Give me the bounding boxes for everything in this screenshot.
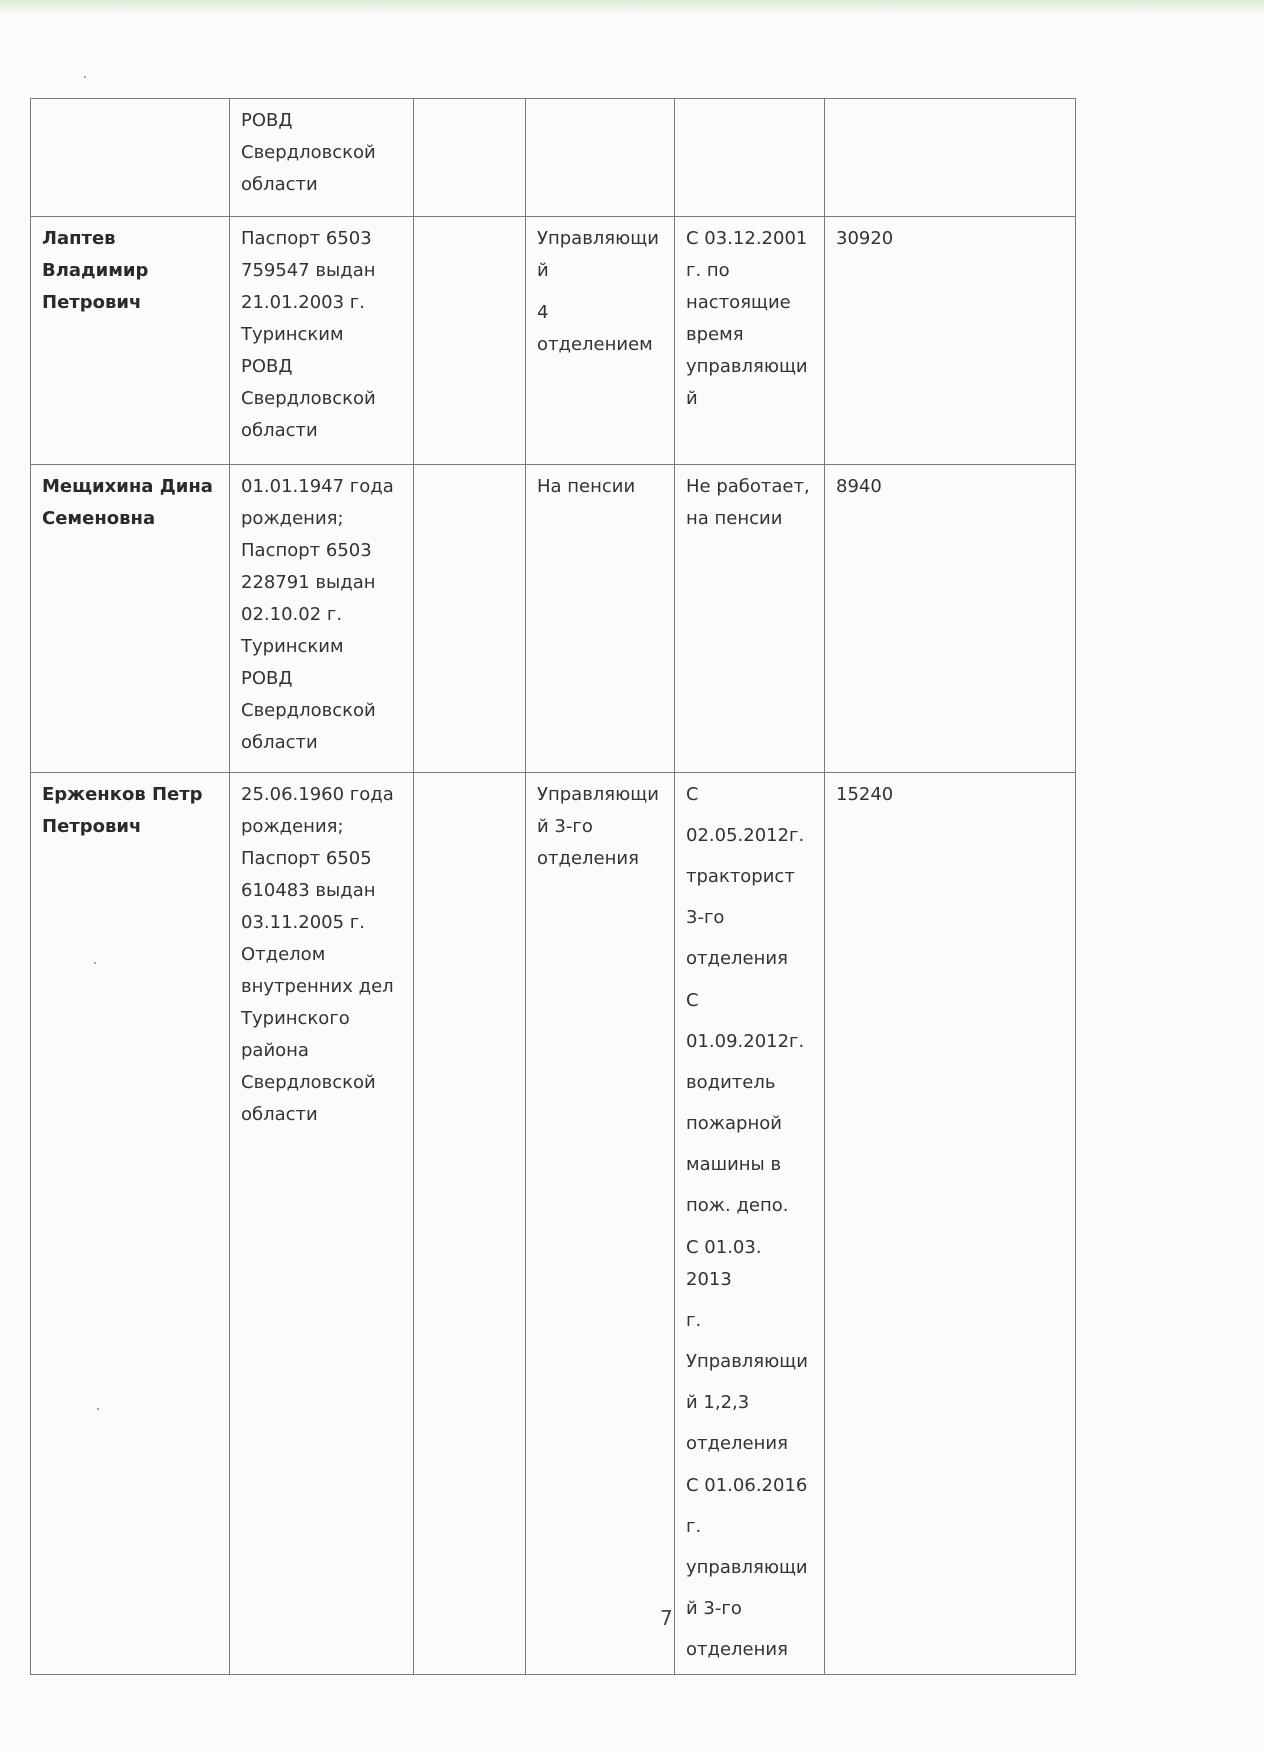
passport-line: Свердловской xyxy=(241,142,376,163)
passport-line: Туринским xyxy=(241,324,344,345)
career-line: машины в xyxy=(686,1154,782,1175)
table-row xyxy=(31,217,1076,465)
career-line: отделения xyxy=(686,1639,788,1660)
position-cell xyxy=(526,773,675,1675)
career-cell xyxy=(675,217,825,465)
career-entry xyxy=(686,1470,813,1666)
career-line: Не работает, xyxy=(686,476,810,497)
career-cell xyxy=(675,773,825,1675)
passport-line: области xyxy=(241,732,318,753)
position-line: й 3-го xyxy=(537,816,593,837)
passport-line: 610483 выдан xyxy=(241,880,376,901)
name-cell xyxy=(31,773,230,1675)
passport-cell xyxy=(230,465,414,773)
income-cell xyxy=(825,217,1076,465)
career-line: отделения xyxy=(686,1433,788,1454)
position-line: й xyxy=(537,260,549,281)
passport-line: Паспорт 6503 xyxy=(241,540,372,561)
career-line: С xyxy=(686,990,699,1011)
empty-cell xyxy=(414,99,526,217)
career-line: г. по xyxy=(686,260,730,281)
income-cell xyxy=(825,99,1076,217)
position-line: На пенсии xyxy=(537,476,636,497)
passport-line: области xyxy=(241,420,318,441)
passport-line: рождения; xyxy=(241,508,344,529)
career-line: на пенсии xyxy=(686,508,783,529)
passport-cell xyxy=(230,217,414,465)
table-row xyxy=(31,465,1076,773)
persons-table xyxy=(30,98,1076,1675)
name-line: Ерженков Петр xyxy=(42,784,203,805)
career-line: 01.09.2012г. xyxy=(686,1031,805,1052)
career-line: й 3-го xyxy=(686,1598,742,1619)
name-line: Мещихина Дина xyxy=(42,476,213,497)
passport-line: РОВД xyxy=(241,110,293,131)
passport-line: Паспорт 6503 xyxy=(241,228,372,249)
passport-line: области xyxy=(241,174,318,195)
income-cell xyxy=(825,773,1076,1675)
career-line: С 01.06.2016 xyxy=(686,1475,808,1496)
career-cell xyxy=(675,465,825,773)
career-entry xyxy=(686,985,813,1222)
career-line: тракторист xyxy=(686,866,795,887)
career-line: пож. депо. xyxy=(686,1195,789,1216)
career-line: С 03.12.2001 xyxy=(686,228,808,249)
career-line: г. xyxy=(686,1516,702,1537)
career-line: й 1,2,3 xyxy=(686,1392,750,1413)
career-entry xyxy=(686,779,813,975)
position-line: отделением xyxy=(537,334,653,355)
career-line: Управляющи xyxy=(686,1351,808,1372)
passport-line: Туринского xyxy=(241,1008,350,1029)
position-cell xyxy=(526,217,675,465)
passport-line: 21.01.2003 г. xyxy=(241,292,365,313)
income-value: 30920 xyxy=(836,228,894,249)
passport-line: внутренних дел xyxy=(241,976,394,997)
passport-line: 759547 выдан xyxy=(241,260,376,281)
scan-edge xyxy=(0,0,1264,14)
passport-line: 25.06.1960 года xyxy=(241,784,394,805)
career-entry xyxy=(686,1232,813,1460)
income-value: 15240 xyxy=(836,784,894,805)
passport-line: Свердловской xyxy=(241,388,376,409)
career-line: время xyxy=(686,324,744,345)
career-line: С 01.03. 2013 xyxy=(686,1237,762,1290)
scan-speck xyxy=(84,76,86,78)
career-line: й xyxy=(686,388,698,409)
passport-line: 03.11.2005 г. xyxy=(241,912,365,933)
career-line: 02.05.2012г. xyxy=(686,825,805,846)
passport-line: РОВД xyxy=(241,668,293,689)
passport-line: РОВД xyxy=(241,356,293,377)
name-cell xyxy=(31,99,230,217)
passport-line: Паспорт 6505 xyxy=(241,848,372,869)
income-cell xyxy=(825,465,1076,773)
career-cell xyxy=(675,99,825,217)
name-line: Семеновна xyxy=(42,508,156,529)
table-row xyxy=(31,99,1076,217)
passport-line: области xyxy=(241,1104,318,1125)
passport-line: Свердловской xyxy=(241,700,376,721)
passport-line: Туринским xyxy=(241,636,344,657)
career-line: настоящие xyxy=(686,292,791,313)
career-line: 3-го xyxy=(686,907,725,928)
passport-cell xyxy=(230,773,414,1675)
passport-line: 228791 выдан xyxy=(241,572,376,593)
empty-cell xyxy=(414,465,526,773)
career-line: С xyxy=(686,784,699,805)
name-cell xyxy=(31,465,230,773)
position-line: 4 xyxy=(537,302,549,323)
income-value: 8940 xyxy=(836,476,882,497)
name-line: Петрович xyxy=(42,816,142,837)
career-line: управляющи xyxy=(686,356,808,377)
career-line: пожарной xyxy=(686,1113,782,1134)
passport-line: рождения; xyxy=(241,816,344,837)
empty-cell xyxy=(414,217,526,465)
position-line: Управляющи xyxy=(537,784,659,805)
position-line: отделения xyxy=(537,848,639,869)
career-line: управляющи xyxy=(686,1557,808,1578)
passport-line: Свердловской xyxy=(241,1072,376,1093)
passport-line: Отделом xyxy=(241,944,326,965)
name-cell xyxy=(31,217,230,465)
passport-cell xyxy=(230,99,414,217)
name-line: Петрович xyxy=(42,292,142,313)
position-line: Управляющи xyxy=(537,228,659,249)
empty-cell xyxy=(414,773,526,1675)
passport-line: района xyxy=(241,1040,309,1061)
page-number: 7 xyxy=(660,1606,673,1630)
table-row xyxy=(31,773,1076,1675)
name-line: Владимир xyxy=(42,260,149,281)
name-line: Лаптев xyxy=(42,228,116,249)
career-line: г. xyxy=(686,1310,702,1331)
passport-line: 02.10.02 г. xyxy=(241,604,343,625)
position-cell xyxy=(526,465,675,773)
career-line: водитель xyxy=(686,1072,776,1093)
career-line: отделения xyxy=(686,948,788,969)
position-cell xyxy=(526,99,675,217)
passport-line: 01.01.1947 года xyxy=(241,476,394,497)
